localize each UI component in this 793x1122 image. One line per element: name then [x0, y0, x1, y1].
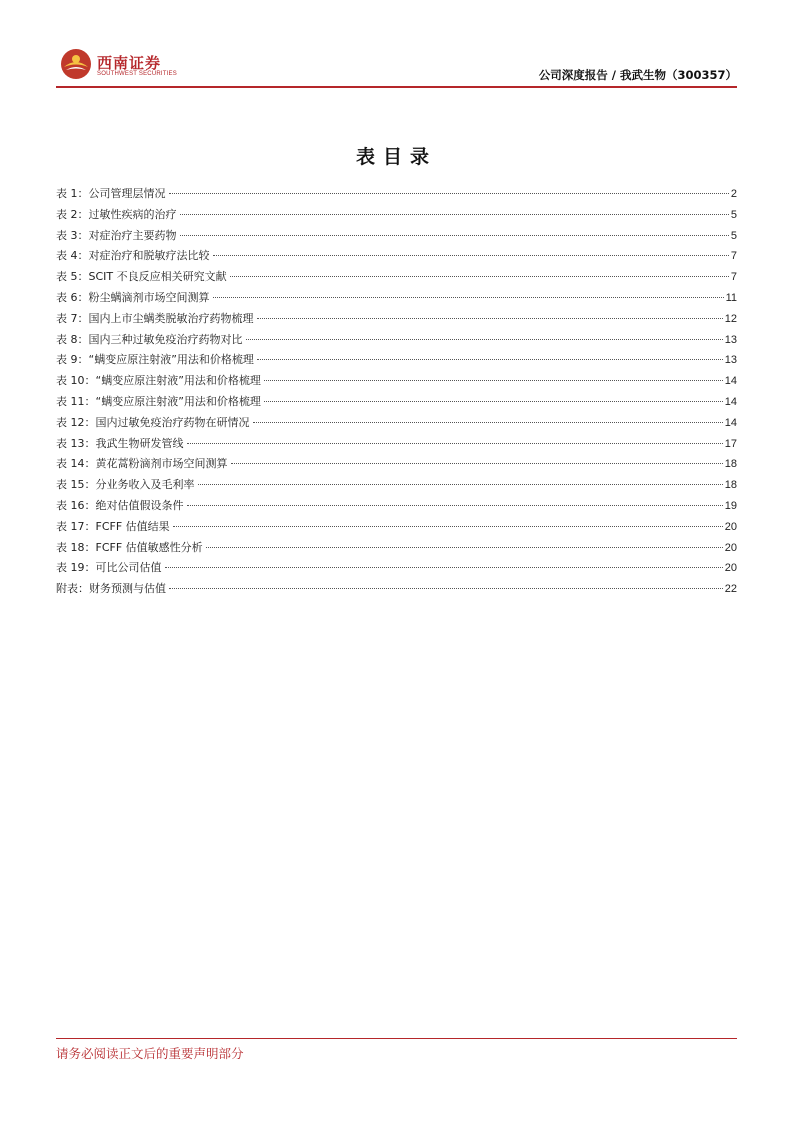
toc-entry[interactable] — [56, 497, 737, 518]
toc-dot-leader — [187, 505, 723, 506]
toc-entry-page-number[interactable]: 20 — [724, 541, 737, 554]
toc-entry[interactable] — [56, 559, 737, 580]
toc-entry-label[interactable]: 表 13：我武生物研发管线 — [56, 436, 184, 450]
toc-dot-leader — [213, 255, 729, 256]
toc-entry-page-number[interactable]: 13 — [724, 354, 737, 367]
toc-entry-label[interactable]: 表 2：过敏性疾病的治疗 — [56, 207, 177, 221]
toc-dot-leader — [180, 214, 729, 215]
toc-entry-page-number[interactable]: 20 — [724, 520, 737, 533]
toc-entry-page-number[interactable]: 11 — [725, 291, 737, 304]
toc-entry-label[interactable]: 表 18：FCFF 估值敏感性分析 — [56, 540, 203, 554]
toc-dot-leader — [198, 484, 723, 485]
toc-dot-leader — [264, 380, 723, 381]
toc-dot-leader — [169, 193, 729, 194]
toc-entry-page-number[interactable]: 5 — [730, 208, 737, 221]
report-header-title: 公司深度报告 / 我武生物（300357） — [538, 68, 737, 82]
toc-entry[interactable] — [56, 518, 737, 539]
toc-entry-page-number[interactable]: 20 — [724, 562, 737, 575]
toc-entry[interactable] — [56, 435, 737, 456]
toc-entry[interactable] — [56, 206, 737, 227]
toc-entry-page-number[interactable]: 17 — [724, 437, 737, 450]
footer-divider — [56, 1038, 737, 1039]
toc-entry-page-number[interactable]: 18 — [724, 458, 737, 471]
toc-entry[interactable] — [56, 247, 737, 268]
toc-entry-label[interactable]: 表 10：“螨变应原注射液”用法和价格梳理 — [56, 374, 261, 388]
toc-entry-label[interactable]: 表 15：分业务收入及毛利率 — [56, 478, 195, 492]
toc-dot-leader — [187, 443, 723, 444]
toc-entry-label[interactable]: 表 9：“螨变应原注射液”用法和价格梳理 — [56, 353, 254, 367]
toc-entry[interactable] — [56, 351, 737, 372]
toc-entry[interactable] — [56, 310, 737, 331]
toc-entry-label[interactable]: 表 11：“螨变应原注射液”用法和价格梳理 — [56, 394, 261, 408]
toc-dot-leader — [230, 276, 729, 277]
toc-dot-leader — [213, 297, 724, 298]
toc-entry-page-number[interactable]: 18 — [724, 479, 737, 492]
toc-entry-page-number[interactable]: 14 — [724, 375, 737, 388]
toc-entry[interactable] — [56, 185, 737, 206]
toc-entry-page-number[interactable]: 13 — [724, 333, 737, 346]
toc-dot-leader — [173, 526, 723, 527]
toc-dot-leader — [165, 567, 723, 568]
toc-entry[interactable] — [56, 580, 737, 601]
toc-entry-page-number[interactable]: 14 — [724, 395, 737, 408]
toc-dot-leader — [169, 588, 723, 589]
toc-entry-label[interactable]: 表 17：FCFF 估值结果 — [56, 519, 170, 533]
footer-disclaimer: 请务必阅读正文后的重要声明部分 — [56, 1046, 244, 1061]
toc-entry-label[interactable]: 表 12：国内过敏免疫治疗药物在研情况 — [56, 415, 250, 429]
toc-dot-leader — [257, 318, 723, 319]
toc-entry-label[interactable]: 表 4：对症治疗和脱敏疗法比较 — [56, 249, 210, 263]
toc-entry-page-number[interactable]: 5 — [730, 229, 737, 242]
toc-entry[interactable] — [56, 372, 737, 393]
toc-entry[interactable] — [56, 455, 737, 476]
toc-entry[interactable] — [56, 227, 737, 248]
toc-entry[interactable] — [56, 414, 737, 435]
toc-dot-leader — [180, 235, 729, 236]
toc-entry-page-number[interactable]: 7 — [730, 250, 737, 263]
toc-entry-label[interactable]: 表 14：黄花蒿粉滴剂市场空间测算 — [56, 457, 228, 471]
header-divider — [56, 86, 737, 88]
toc-entry[interactable] — [56, 539, 737, 560]
company-logo — [60, 48, 200, 82]
page-title: 表目录 — [355, 146, 437, 168]
toc-entry-page-number[interactable]: 14 — [724, 416, 737, 429]
toc-entry-label[interactable]: 附表：财务预测与估值 — [56, 582, 166, 596]
southwest-securities-logo-icon — [60, 48, 92, 80]
toc-entry[interactable] — [56, 393, 737, 414]
toc-entry-page-number[interactable]: 22 — [724, 583, 737, 596]
toc-entry-page-number[interactable]: 2 — [730, 188, 737, 200]
toc-dot-leader — [264, 401, 723, 402]
toc-dot-leader — [257, 359, 723, 360]
toc-entry-label[interactable]: 表 6：粉尘螨滴剂市场空间测算 — [56, 290, 210, 304]
toc-entry[interactable] — [56, 476, 737, 497]
toc-entry-label[interactable]: 表 5：SCIT 不良反应相关研究文献 — [56, 270, 227, 284]
toc-entry-label[interactable]: 表 7：国内上市尘螨类脱敏治疗药物梳理 — [56, 311, 254, 325]
toc-entry-page-number[interactable]: 7 — [730, 271, 737, 284]
toc-entry[interactable] — [56, 289, 737, 310]
toc-entry-label[interactable]: 表 3：对症治疗主要药物 — [56, 228, 177, 242]
toc-entry-label[interactable]: 表 16：绝对估值假设条件 — [56, 498, 184, 512]
toc-dot-leader — [231, 463, 723, 464]
toc-entry-page-number[interactable]: 12 — [724, 312, 737, 325]
toc-entry-page-number[interactable]: 19 — [724, 499, 737, 512]
logo-chinese-name: 西南证券 — [97, 54, 162, 72]
table-of-contents — [56, 185, 737, 601]
toc-entry[interactable] — [56, 268, 737, 289]
toc-entry-label[interactable]: 表 1：公司管理层情况 — [56, 187, 166, 200]
toc-entry-label[interactable]: 表 8：国内三种过敏免疫治疗药物对比 — [56, 332, 243, 346]
toc-dot-leader — [206, 547, 723, 548]
toc-dot-leader — [253, 422, 723, 423]
toc-entry-label[interactable]: 表 19：可比公司估值 — [56, 561, 162, 575]
toc-dot-leader — [246, 339, 723, 340]
logo-english-name: SOUTHWEST SECURITIES — [97, 71, 177, 77]
toc-entry[interactable] — [56, 331, 737, 352]
